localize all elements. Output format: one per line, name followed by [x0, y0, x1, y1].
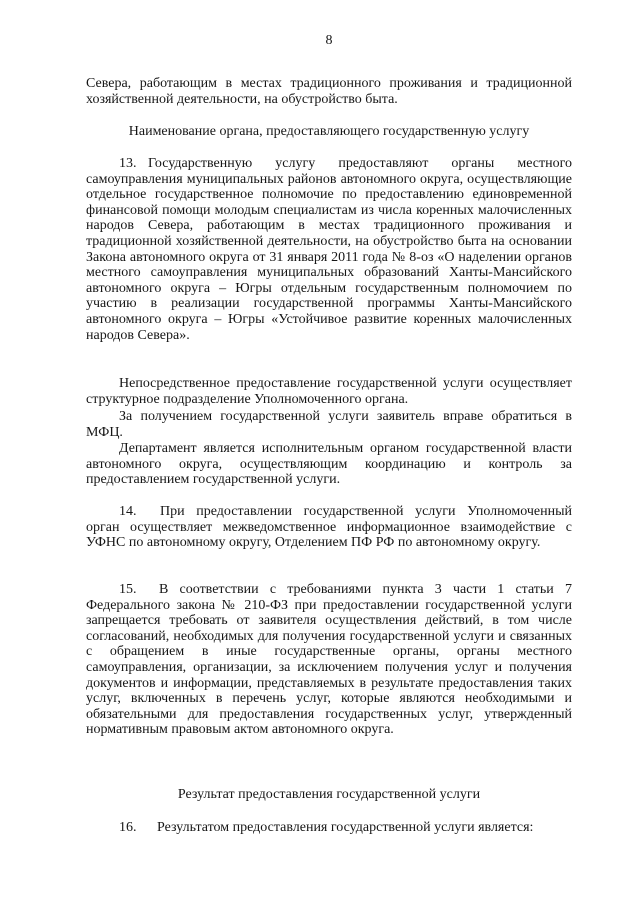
- page-number: 8: [325, 33, 333, 48]
- paragraph-text: Результатом предоставления государственной услуги является:: [157, 820, 534, 835]
- paragraph-mfc: За получением государственной услуги заявитель вправе обратиться в МФЦ.: [86, 409, 572, 440]
- paragraph-15: [86, 582, 572, 738]
- paragraph-16: [86, 820, 572, 836]
- paragraph-department: Департамент является исполнительным органом государственной власти автономного округа, осуществляющим координацию и контроль за предоставлением государственной услуги.: [86, 441, 572, 488]
- paragraph-13: [86, 156, 572, 343]
- paragraph-number: 13.: [119, 156, 137, 171]
- section-heading-authority: Наименование органа, предоставляющего государственную услугу: [128, 124, 530, 139]
- paragraph-direct-provision: Непосредственное предоставление государственной услуги осуществляет структурное подразделение Уполномоченного органа.: [86, 376, 572, 407]
- section-heading-result: Результат предоставления государственной услуги: [177, 787, 481, 802]
- paragraph-14: [86, 504, 572, 551]
- paragraph-number: 15.: [119, 582, 137, 597]
- paragraph-number: 16.: [119, 820, 137, 835]
- paragraph-number: 14.: [119, 504, 137, 519]
- paragraph-continuation: Севера, работающим в местах традиционного проживания и традиционной хозяйственной деятельности, на обустройство быта.: [86, 76, 572, 107]
- paragraph-text: В соответствии с требованиями пункта 3 части 1 статьи 7 Федерального закона № 210-ФЗ при предоставлении государственной услуги запрещается требовать от заявителя осуществления действий, в том числе согласований, необходимых для получения государственной услуги и связанных с обращением в иные государственные органы, органы местного самоуправления, организации, за исключением получения услуг и получения документов и информации, представляемых в результате предоставления таких услуг, включенных в перечень услуг, которые являются необходимыми и обязательными для предоставления государственных услуг, утвержденный нормативным правовым актом автономного округа.: [86, 582, 572, 738]
- paragraph-text: Государственную услугу предоставляют органы местного самоуправления муниципальных районов автономного округа, осуществляющие отдельное государственное полномочие по предоставлению единовременной финансовой помощи молодым специалистам из числа коренных малочисленных народов Севера, работающим в местах традиционного проживания и традиционной хозяйственной деятельности, на обустройство быта на основании Закона автономного округа от 31 января 2011 года № 8-оз «О наделении органов местного самоуправления муниципальных образований Ханты-Мансийского автономного округа – Югры отдельным государственным полномочием по участию в реализации государственной программы Ханты-Мансийского автономного округа – Югры «Устойчивое развитие коренных малочисленных народов Севера».: [86, 156, 572, 343]
- paragraph-text: При предоставлении государственной услуги Уполномоченный орган осуществляет межведомственное информационное взаимодействие с УФНС по автономному округу, Отделением ПФ РФ по автономному округу.: [86, 504, 572, 551]
